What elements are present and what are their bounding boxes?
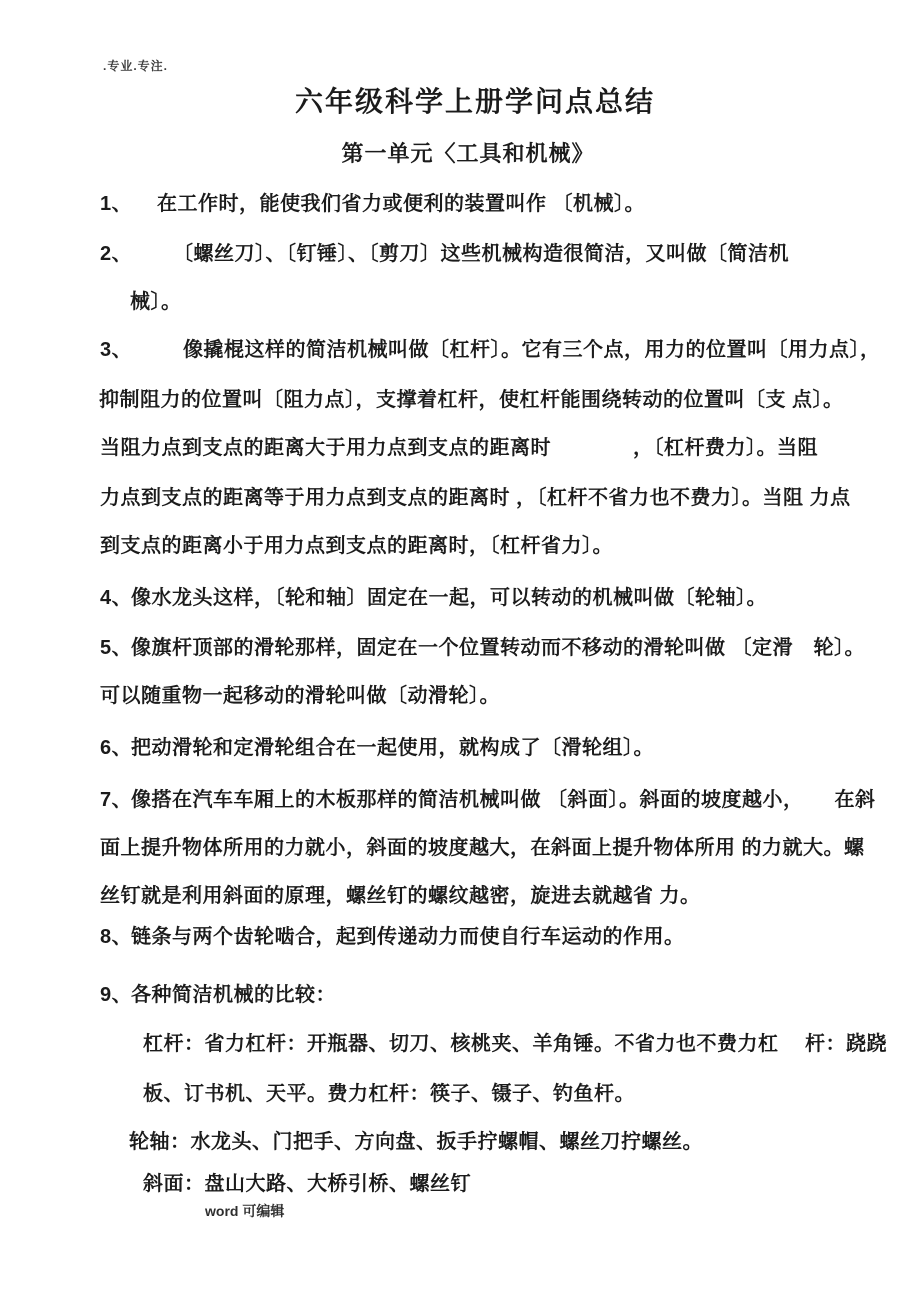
item-number: 4、 [100,587,133,609]
item-text: 在工作时，能使我们省力或便利的装置叫作 〔机械〕。 [157,193,646,215]
item-number: 7、 [100,789,133,811]
unit-subtitle: 第一单元〈工具和机械》 [341,141,595,166]
footer-watermark: word 可编辑 [205,1203,285,1219]
item-text: 面上提升物体所用的力就小，斜面的坡度越大，在斜面上提升物体所用 的力就大。螺 [100,837,865,859]
comparison-lever-continuation [143,1082,635,1106]
item-number: 8、 [100,926,133,948]
item-text: 像水龙头这样，〔轮和轴〕固定在一起，可以转动的机械叫做〔轮轴〕。 [131,587,767,609]
header-note: .专业.专注. [103,59,169,73]
comparison-lever-line [143,1032,887,1056]
item-text: 〔螺丝刀〕、〔钉锤〕、〔剪刀〕这些机械构造很简洁，又叫做〔简洁机 [173,243,789,265]
list-item-7-continuation [100,884,701,908]
list-item-7-continuation [100,836,865,860]
comparison-wheel-axle-line [129,1130,703,1154]
item-text: 板、订书机、天平。费力杠杆：筷子、镊子、钓鱼杆。 [143,1083,635,1105]
item-number: 9、 [100,984,133,1006]
item-text: 力点到支点的距离等于用力点到支点的距离时 ，〔杠杆不省力也不费力〕。当阻 力点 [100,487,851,509]
item-number: 1、 [100,193,133,215]
item-number: 6、 [100,737,133,759]
item-text: 械〕。 [130,291,182,313]
list-item-5 [100,636,865,660]
list-item-7 [100,788,876,812]
item-number: 3、 [100,339,133,361]
list-item-5-continuation [100,684,500,708]
list-item-3-continuation [100,534,613,558]
list-item-4 [100,586,767,610]
item-text: 斜面：盘山大路、大桥引桥、螺丝钉 [143,1173,471,1195]
list-item-3-continuation [100,486,851,510]
item-text: 把动滑轮和定滑轮组合在一起使用，就构成了〔滑轮组〕。 [131,737,654,759]
item-text: 抑制阻力的位置叫〔阻力点〕，支撑着杠杆，使杠杆能围绕转动的位置叫〔支 点〕。 [99,389,844,411]
list-item-9 [100,983,336,1007]
document-title: 六年级科学上册学问点总结 [294,86,655,117]
item-text: 像搭在汽车车厢上的木板那样的简洁机械叫做 〔斜面〕。斜面的坡度越小， 在斜 [131,789,876,811]
list-item-6 [100,736,654,760]
list-item-8 [100,925,685,949]
item-text: 各种简洁机械的比较： [131,984,336,1006]
item-text: 到支点的距离小于用力点到支点的距离时，〔杠杆省力〕。 [100,535,613,557]
list-item-3-continuation [99,388,844,412]
comparison-inclined-plane-line [143,1172,471,1196]
item-number: 2、 [100,243,133,265]
item-text: 杠杆：省力杠杆：开瓶器、切刀、核桃夹、羊角锤。不省力也不费力杠 杆：跷跷 [143,1033,888,1055]
item-number: 5、 [100,637,133,659]
list-item-2 [100,242,789,266]
list-item-2-continuation [130,290,182,314]
item-text: 当阻力点到支点的距离大于用力点到支点的距离时 ，〔杠杆费力〕。当阻 [100,437,818,459]
list-item-1 [100,192,645,216]
item-text: 像旗杆顶部的滑轮那样，固定在一个位置转动而不移动的滑轮叫做 〔定滑 轮〕。 [131,637,866,659]
item-text: 轮轴：水龙头、门把手、方向盘、扳手拧螺帽、螺丝刀拧螺丝。 [129,1131,703,1153]
item-text: 像撬棍这样的简洁机械叫做〔杠杆〕。它有三个点，用力的位置叫〔用力点〕， [183,339,881,361]
list-item-3-continuation [100,436,818,460]
item-text: 链条与两个齿轮啮合，起到传递动力而使自行车运动的作用。 [131,926,685,948]
list-item-3 [100,338,881,362]
item-text: 丝钉就是利用斜面的原理，螺丝钉的螺纹越密，旋进去就越省 力。 [100,885,701,907]
item-text: 可以随重物一起移动的滑轮叫做〔动滑轮〕。 [100,685,500,707]
